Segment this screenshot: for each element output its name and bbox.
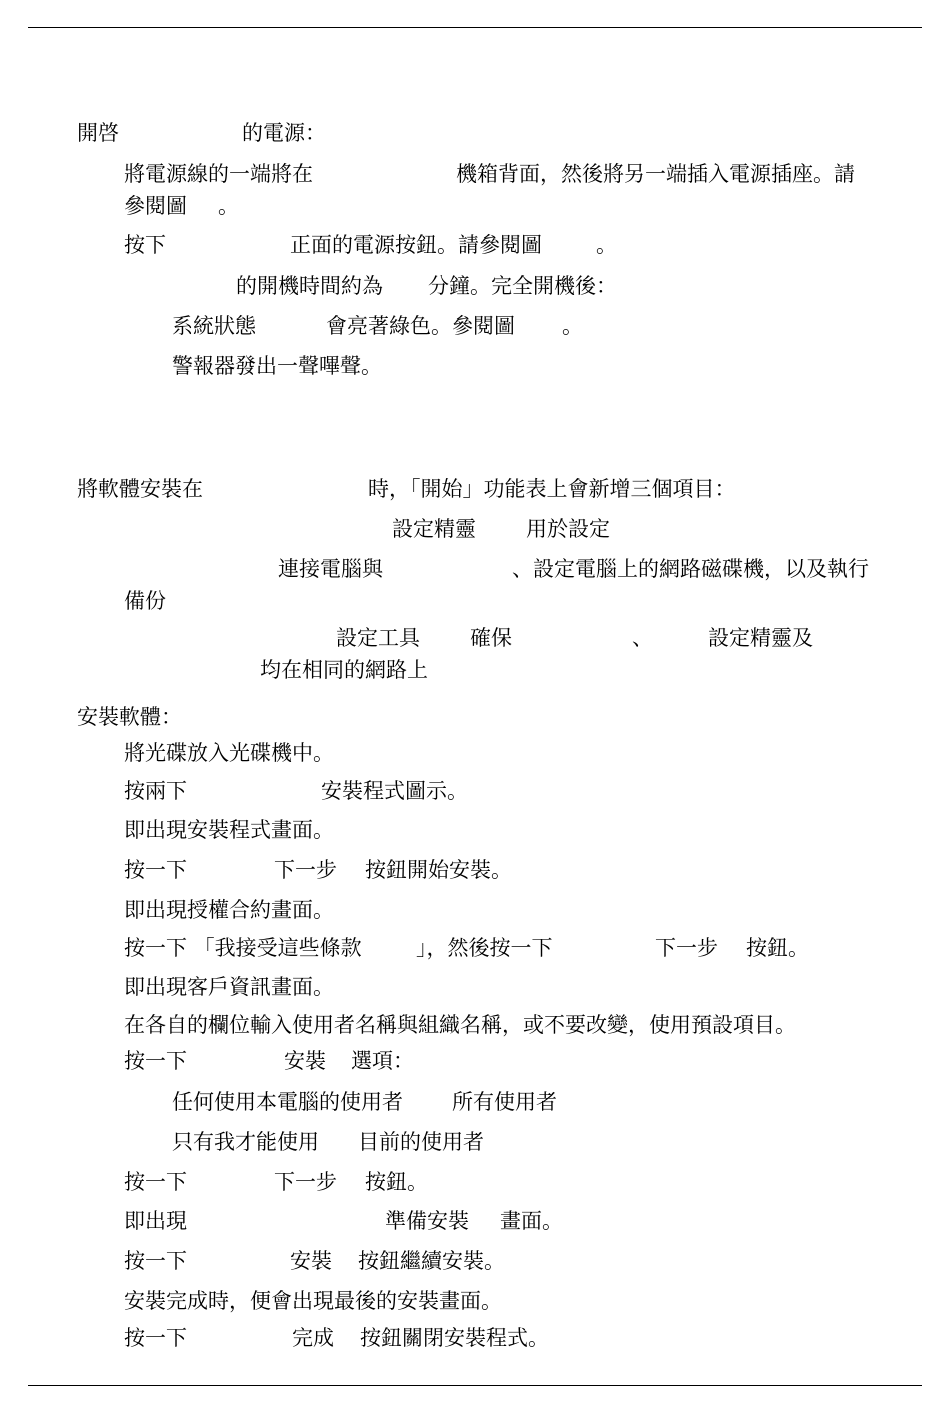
- power-step1-d: 。: [218, 194, 239, 218]
- option-all-users-a: 任何使用本電腦的使用者: [172, 1090, 403, 1114]
- item3-e: 均在相同的網路上: [260, 658, 428, 682]
- power-step2-c: 。: [596, 233, 617, 257]
- install-step-2-a: 按兩下: [124, 779, 187, 803]
- software-intro-a: 將軟體安裝在: [77, 477, 203, 501]
- item3-a: 設定工具: [336, 626, 420, 650]
- option-all-users-b: 所有使用者: [452, 1090, 557, 1114]
- install-step-4-a: 按一下: [124, 858, 187, 882]
- install-step-14-b: 完成: [292, 1326, 334, 1350]
- install-step-4-b: 下一步: [274, 858, 337, 882]
- install-step-4-c: 按鈕開始安裝。: [365, 858, 512, 882]
- install-step-2-b: 安裝程式圖示。: [321, 779, 468, 803]
- bottom-rule: [28, 1385, 922, 1386]
- boot-time-a: 的開機時間約為: [236, 274, 383, 298]
- item3-d: 設定精靈及: [708, 626, 813, 650]
- power-step1-a: 將電源線的一端將在: [124, 162, 313, 186]
- bullet-status-b: 會亮著綠色。參閱圖: [326, 314, 515, 338]
- bullet-alarm: 警報器發出一聲嗶聲。: [172, 354, 382, 378]
- install-step-10-a: 按一下: [124, 1170, 187, 1194]
- option-current-user-a: 只有我才能使用: [172, 1130, 319, 1154]
- item3-c: 、: [632, 626, 653, 650]
- power-step1-c: 參閱圖: [124, 194, 187, 218]
- install-step-14-a: 按一下: [124, 1326, 187, 1350]
- install-step-6-b: 」，然後按一下: [416, 936, 553, 960]
- power-step2-a: 按下: [124, 233, 166, 257]
- install-step-9-a: 按一下: [124, 1049, 187, 1073]
- install-step-12-c: 按鈕繼續安裝。: [358, 1249, 505, 1273]
- install-heading: 安裝軟體：: [77, 705, 182, 729]
- install-step-3: 即出現安裝程式畫面。: [124, 818, 334, 842]
- install-step-9-c: 選項：: [351, 1049, 414, 1073]
- item2-a: 連接電腦與: [278, 557, 383, 581]
- software-intro-b: 時，「開始」功能表上會新增三個項目：: [368, 477, 736, 501]
- boot-time-b: 分鐘。完全開機後：: [428, 274, 617, 298]
- power-step2-b: 正面的電源按鈕。請參閱圖: [290, 233, 542, 257]
- install-step-1: 將光碟放入光碟機中。: [124, 741, 334, 765]
- install-step-14-c: 按鈕關閉安裝程式。: [360, 1326, 549, 1350]
- item3-b: 確保: [470, 626, 512, 650]
- install-step-11-b: 準備安裝: [385, 1209, 469, 1233]
- install-step-10-b: 下一步: [274, 1170, 337, 1194]
- install-step-6-c: 下一步: [655, 936, 718, 960]
- bullet-status-c: 。: [562, 314, 583, 338]
- power-heading-b: 的電源：: [242, 121, 326, 145]
- install-step-8: 在各自的欄位輸入使用者名稱與組織名稱，或不要改變，使用預設項目。: [124, 1013, 796, 1037]
- install-step-13: 安裝完成時，便會出現最後的安裝畫面。: [124, 1289, 502, 1313]
- install-step-12-a: 按一下: [124, 1249, 187, 1273]
- bullet-status-a: 系統狀態: [172, 314, 256, 338]
- install-step-11-c: 畫面。: [500, 1209, 563, 1233]
- power-step1-b: 機箱背面，然後將另一端插入電源插座。請: [456, 162, 855, 186]
- item1-a: 設定精靈: [392, 517, 476, 541]
- install-step-11-a: 即出現: [124, 1209, 187, 1233]
- install-step-9-b: 安裝: [284, 1049, 326, 1073]
- top-rule: [28, 27, 922, 28]
- install-step-10-c: 按鈕。: [365, 1170, 428, 1194]
- install-step-12-b: 安裝: [290, 1249, 332, 1273]
- install-step-6-d: 按鈕。: [746, 936, 809, 960]
- item2-c: 備份: [124, 589, 166, 613]
- install-step-7: 即出現客戶資訊畫面。: [124, 975, 334, 999]
- item2-b: 、設定電腦上的網路磁碟機，以及執行: [512, 557, 869, 581]
- install-step-5: 即出現授權合約畫面。: [124, 898, 334, 922]
- option-current-user-b: 目前的使用者: [358, 1130, 484, 1154]
- install-step-6-a: 按一下 「我接受這些條款: [124, 936, 362, 960]
- item1-b: 用於設定: [526, 517, 610, 541]
- power-heading-a: 開啓: [77, 121, 119, 145]
